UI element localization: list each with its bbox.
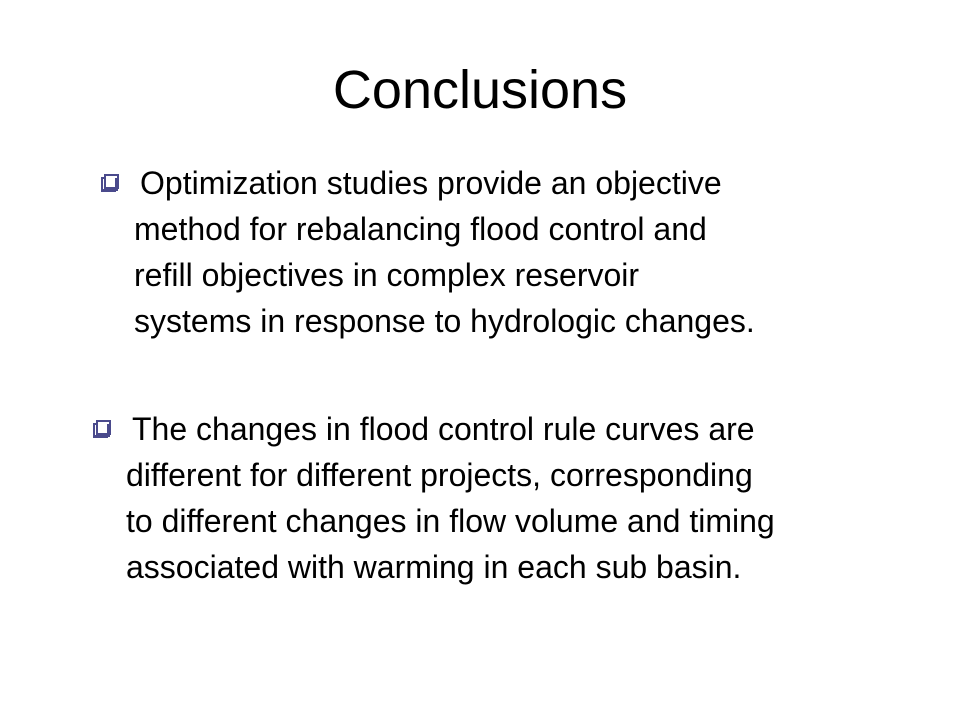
checkbox-icon [100, 173, 120, 193]
bullet-line: different for different projects, corresponding [126, 457, 753, 493]
bullet-line: The changes in flood control rule curves are [132, 411, 755, 447]
bullet-line: refill objectives in complex reservoir [134, 257, 640, 293]
checkbox-icon [92, 419, 112, 439]
bullet-line: method for rebalancing flood control and [134, 211, 707, 247]
bullet-item-optimization [100, 160, 755, 344]
slide-title: Conclusions [332, 60, 628, 120]
bullet-line: to different changes in flow volume and timing [126, 503, 775, 539]
bullet-line: systems in response to hydrologic changes. [134, 303, 755, 339]
bullet-item-rule-curves [92, 406, 775, 590]
bullet-line: Optimization studies provide an objective [140, 165, 722, 201]
bullet-line: associated with warming in each sub basin. [126, 549, 742, 585]
